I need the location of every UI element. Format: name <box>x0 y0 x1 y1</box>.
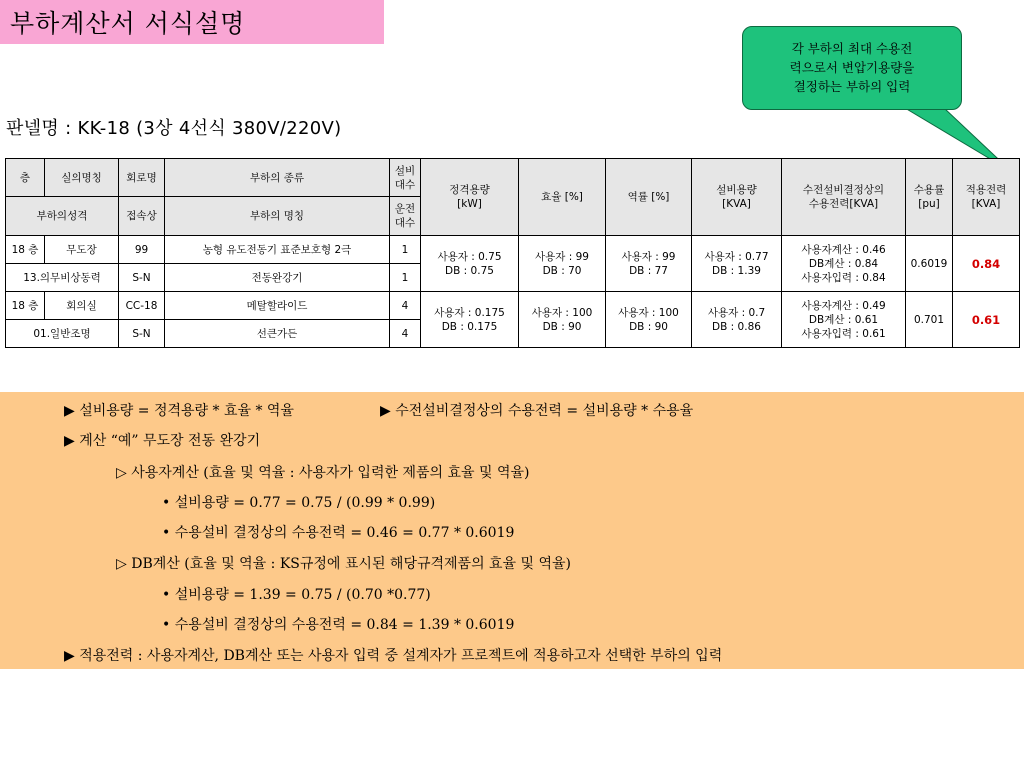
cell-load-name: 전동완강기 <box>165 264 390 292</box>
header-demand: 수전설비결정상의 수용전력[KVA] <box>782 159 906 236</box>
cell-demand: 사용자계산 : 0.46 DB계산 : 0.84 사용자입력 : 0.84 <box>782 236 906 292</box>
cell-load-nature: 01.일반조명 <box>6 320 119 348</box>
cell-load-nature: 13.의무비상동력 <box>6 264 119 292</box>
cell-running-units: 4 <box>390 320 421 348</box>
note-db-calc: ▷ DB계산 (효율 및 역율 : KS규정에 표시된 해당규격제품의 효율 및 역율) <box>116 556 572 572</box>
page-title: 부하계산서 서식설명 <box>10 9 246 38</box>
panel-name: 판넬명 : KK-18 (3상 4선식 380V/220V) <box>6 118 342 139</box>
cell-efficiency: 사용자 : 100 DB : 90 <box>519 292 606 348</box>
header-running-units: 운전 대수 <box>390 197 421 236</box>
header-efficiency: 효율 [%] <box>519 159 606 236</box>
note-applied-power: ▶ 적용전력 : 사용자계산, DB계산 또는 사용자 입력 중 설계자가 프로젝트에 적용하고자 선택한 부하의 입력 <box>64 648 723 664</box>
header-room: 실의명칭 <box>45 159 119 197</box>
cell-room: 무도장 <box>45 236 119 264</box>
callout-line-1: 각 부하의 최대 수용전 <box>791 41 913 56</box>
cell-efficiency: 사용자 : 99 DB : 70 <box>519 236 606 292</box>
header-rated: 정격용량 [kW] <box>421 159 519 236</box>
header-row-1 <box>6 159 1020 197</box>
header-demand-rate: 수용률 [pu] <box>906 159 953 236</box>
cell-load-name: 선큰가든 <box>165 320 390 348</box>
callout-note <box>742 26 962 110</box>
notes-panel <box>0 392 1024 669</box>
header-power-factor: 역률 [%] <box>606 159 692 236</box>
cell-capacity: 사용자 : 0.77 DB : 1.39 <box>692 236 782 292</box>
header-circuit: 회로명 <box>119 159 165 197</box>
header-load-nature: 부하의성격 <box>6 197 119 236</box>
note-db-demand: • 수용설비 결정상의 수용전력 = 0.84 = 1.39 * 0.6019 <box>162 617 515 633</box>
cell-demand: 사용자계산 : 0.49 DB계산 : 0.61 사용자입력 : 0.61 <box>782 292 906 348</box>
header-capacity: 설비용량 [KVA] <box>692 159 782 236</box>
cell-applied-power: 0.84 <box>953 236 1020 292</box>
cell-capacity: 사용자 : 0.7 DB : 0.86 <box>692 292 782 348</box>
header-load-name: 부하의 명칭 <box>165 197 390 236</box>
note-user-capacity: • 설비용량 = 0.77 = 0.75 / (0.99 * 0.99) <box>162 495 436 511</box>
header-phase: 접속상 <box>119 197 165 236</box>
note-user-calc: ▷ 사용자계산 (효율 및 역율 : 사용자가 입력한 제품의 효율 및 역율) <box>116 465 530 481</box>
cell-circuit: 99 <box>119 236 165 264</box>
callout-line-2: 력으로서 변압기용량을 <box>789 60 915 75</box>
load-table <box>5 158 1020 348</box>
cell-applied-power: 0.61 <box>953 292 1020 348</box>
cell-phase: S-N <box>119 264 165 292</box>
note-formula-demand: ▶ 수전설비결정상의 수용전력 = 설비용량 * 수용율 <box>380 403 694 419</box>
cell-floor: 18 층 <box>6 292 45 320</box>
cell-phase: S-N <box>119 320 165 348</box>
cell-load-type: 농형 유도전동기 표준보호형 2극 <box>165 236 390 264</box>
cell-rated: 사용자 : 0.175 DB : 0.175 <box>421 292 519 348</box>
header-applied-power: 적용전력 [KVA] <box>953 159 1020 236</box>
header-units: 설비 대수 <box>390 159 421 197</box>
cell-running-units: 1 <box>390 264 421 292</box>
note-user-demand: • 수용설비 결정상의 수용전력 = 0.46 = 0.77 * 0.6019 <box>162 525 515 541</box>
note-formula-capacity: ▶ 설비용량 = 정격용량 * 효율 * 역율 <box>64 403 294 419</box>
cell-load-type: 메탈할라이드 <box>165 292 390 320</box>
note-example-heading: ▶ 계산 “예” 무도장 전동 완강기 <box>64 433 261 449</box>
cell-rated: 사용자 : 0.75 DB : 0.75 <box>421 236 519 292</box>
header-load-type: 부하의 종류 <box>165 159 390 197</box>
cell-demand-rate: 0.6019 <box>906 236 953 292</box>
title-banner <box>0 0 384 44</box>
cell-power-factor: 사용자 : 99 DB : 77 <box>606 236 692 292</box>
cell-power-factor: 사용자 : 100 DB : 90 <box>606 292 692 348</box>
cell-units: 1 <box>390 236 421 264</box>
cell-floor: 18 층 <box>6 236 45 264</box>
cell-demand-rate: 0.701 <box>906 292 953 348</box>
cell-circuit: CC-18 <box>119 292 165 320</box>
table-row <box>6 292 1020 320</box>
cell-room: 회의실 <box>45 292 119 320</box>
table-row <box>6 236 1020 264</box>
header-floor: 층 <box>6 159 45 197</box>
callout-line-3: 결정하는 부하의 입력 <box>793 79 911 94</box>
note-db-capacity: • 설비용량 = 1.39 = 0.75 / (0.70 *0.77) <box>162 587 431 603</box>
cell-units: 4 <box>390 292 421 320</box>
